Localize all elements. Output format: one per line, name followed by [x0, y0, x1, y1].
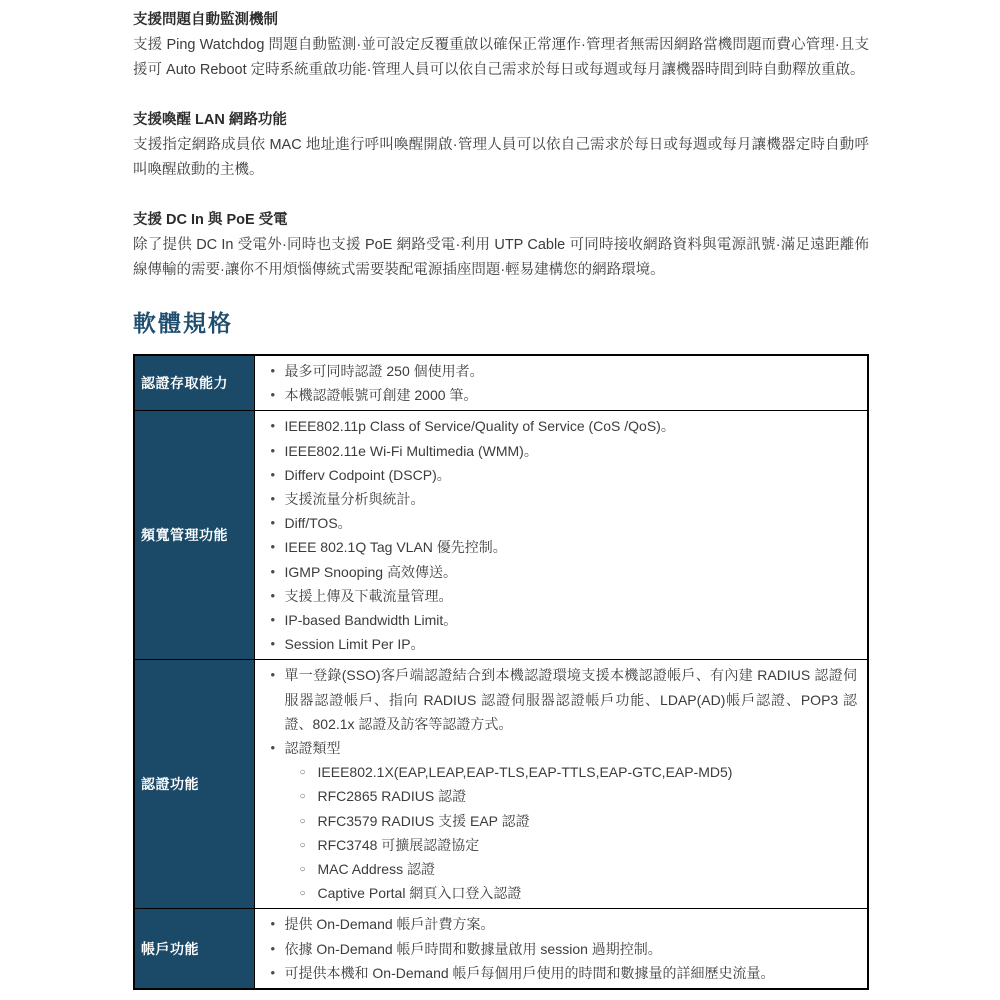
spec-subitem: ○ RFC3748 可擴展認證協定: [300, 833, 858, 857]
spec-row-label: 頻寬管理功能: [134, 411, 254, 660]
section-title: 軟體規格: [133, 310, 233, 336]
spec-item-list: [270, 359, 858, 407]
spec-table-row: [134, 660, 868, 909]
intro-paragraph: 支援指定網路成員依 MAC 地址進行呼叫喚醒開啟·管理人員可以依自己需求於每日或每週或每月讓機器定時自動呼叫喚醒啟動的主機。: [133, 137, 869, 178]
intro-section: [133, 208, 869, 283]
document-body: [133, 8, 869, 990]
intro-heading: 支援問題自動監測機制: [133, 12, 278, 28]
spec-subitem: ○ MAC Address 認證: [300, 857, 858, 881]
spec-table-row: [134, 909, 868, 989]
spec-subitem: ○ IEEE802.1X(EAP,LEAP,EAP-TLS,EAP-TTLS,EAP-GTC,EAP-MD5): [300, 760, 858, 784]
spec-subitem: ○ Captive Portal 網頁入口登入認證: [300, 881, 858, 905]
intro-heading: 支援 DC In 與 PoE 受電: [133, 212, 288, 228]
spec-item: • IEEE802.11e Wi-Fi Multimedia (WMM)。: [270, 439, 858, 463]
spec-table-row: [134, 355, 868, 411]
spec-subitem: ○ RFC3579 RADIUS 支援 EAP 認證: [300, 809, 858, 833]
spec-item: • 可提供本機和 On-Demand 帳戶每個用戶使用的時間和數據量的詳細歷史流量。: [270, 961, 858, 985]
spec-table: [133, 354, 869, 990]
spec-item: • 單一登錄(SSO)客戶端認證結合到本機認證環境支援本機認證帳戶、有內建 RADIUS 認證伺服器認證帳戶、指向 RADIUS 認證伺服器認證帳戶功能、LDAP(AD)帳戶認證、POP3 認證、802.1x 認證及訪客等認證方式。: [270, 663, 858, 736]
spec-item-list: [270, 912, 858, 985]
spec-table-body: [134, 355, 868, 989]
spec-item: • IEEE 802.1Q Tag VLAN 優先控制。: [270, 535, 858, 559]
intro-heading: 支援喚醒 LAN 網路功能: [133, 112, 287, 128]
spec-row-content: [254, 909, 868, 989]
spec-item: • 支援上傳及下載流量管理。: [270, 584, 858, 608]
spec-table-row: [134, 411, 868, 660]
spec-item: • 支援流量分析與統計。: [270, 487, 858, 511]
spec-item: • Diff/TOS。: [270, 511, 858, 535]
spec-item: • 依據 On-Demand 帳戶時間和數據量啟用 session 過期控制。: [270, 937, 858, 961]
spec-row-label: 帳戶功能: [134, 909, 254, 989]
spec-item: • IP-based Bandwidth Limit。: [270, 608, 858, 632]
spec-item: • 提供 On-Demand 帳戶計費方案。: [270, 912, 858, 936]
spec-item-list: [270, 414, 858, 656]
spec-row-label: 認證功能: [134, 660, 254, 909]
intro-section: [133, 8, 869, 83]
spec-item: • IGMP Snooping 高效傳送。: [270, 560, 858, 584]
spec-item: • 本機認證帳號可創建 2000 筆。: [270, 383, 858, 407]
spec-item: • 最多可同時認證 250 個使用者。: [270, 359, 858, 383]
spec-item: • 認證類型: [270, 736, 858, 760]
intro-section: [133, 108, 869, 183]
intro-paragraph: 除了提供 DC In 受電外·同時也支援 PoE 網路受電·利用 UTP Cable 可同時接收網路資料與電源訊號·滿足遠距離佈線傳輸的需要·讓你不用煩惱傳統式需要裝配電源插座問題·輕易建構您的網路環境。: [133, 237, 869, 278]
spec-item-list: [270, 663, 858, 905]
spec-item: • Differv Codpoint (DSCP)。: [270, 463, 858, 487]
spec-row-content: [254, 660, 868, 909]
spec-row-content: [254, 355, 868, 411]
spec-item: • Session Limit Per IP。: [270, 632, 858, 656]
intro-paragraph: 支援 Ping Watchdog 問題自動監測·並可設定反覆重啟以確保正常運作·管理者無需因網路當機問題而費心管理·且支援可 Auto Reboot 定時系統重啟功能·管理人員可以依自己需求於每日或每週或每月讓機器時間到時自動釋放重啟。: [133, 37, 869, 78]
spec-subitem: ○ RFC2865 RADIUS 認證: [300, 784, 858, 808]
spec-row-label: 認證存取能力: [134, 355, 254, 411]
intro-list: [133, 8, 869, 283]
spec-row-content: [254, 411, 868, 660]
spec-item: • IEEE802.11p Class of Service/Quality of Service (CoS /QoS)。: [270, 414, 858, 438]
